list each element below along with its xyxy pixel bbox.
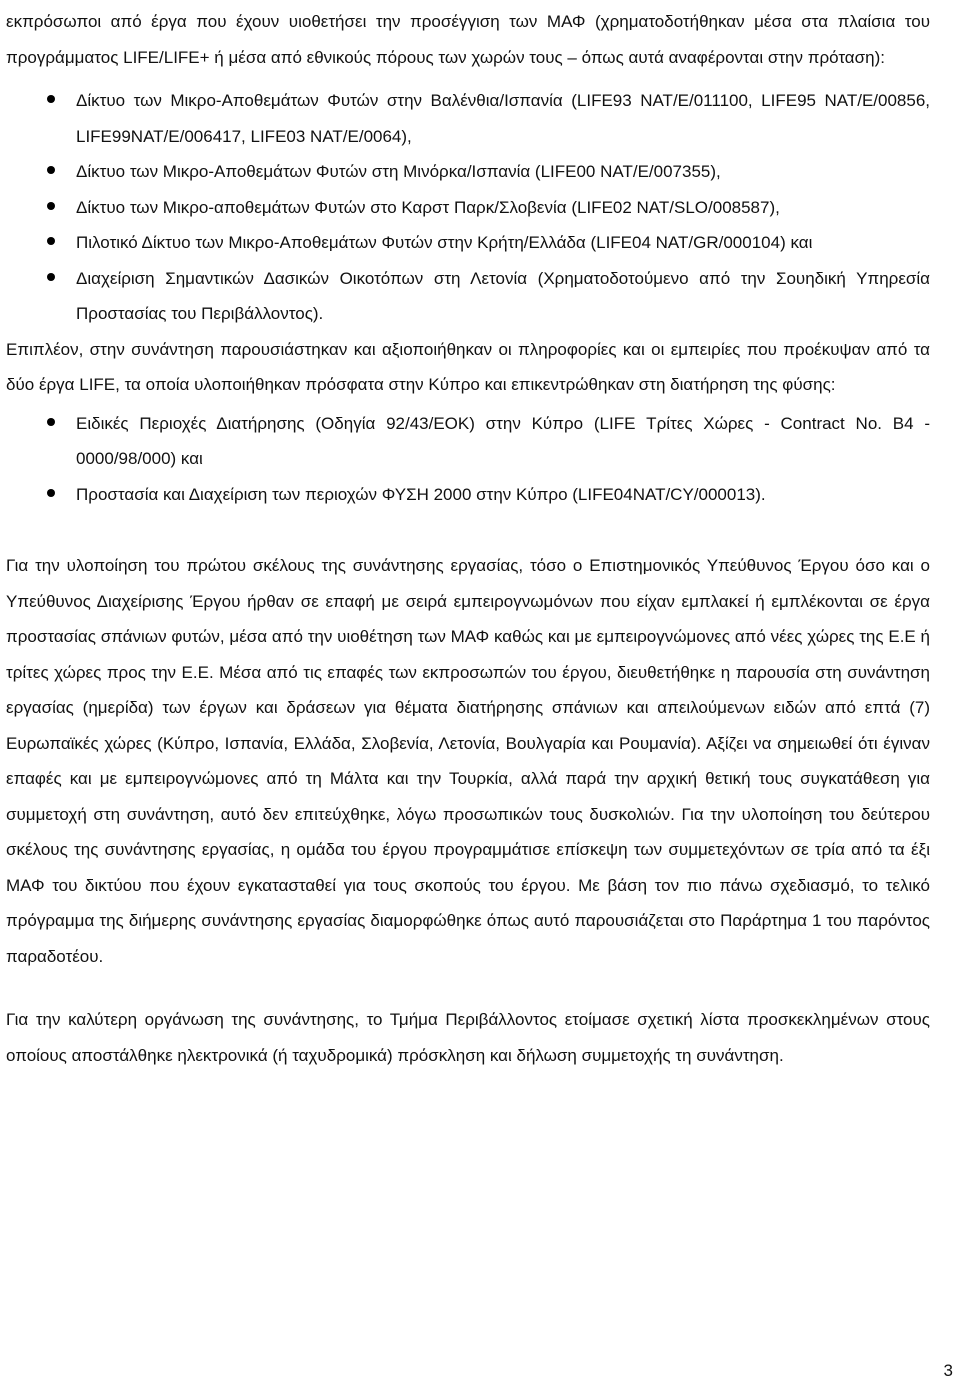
cyprus-projects-list (6, 406, 930, 513)
list-item-text: Ειδικές Περιοχές Διατήρησης (Οδηγία 92/43/ΕΟΚ) στην Κύπρο (LIFE Τρίτες Χώρες - Contract No. B4 - 0000/98/000) και (76, 413, 930, 468)
list-item-text: Δίκτυο των Μικρο-Αποθεμάτων Φυτών στη Μινόρκα/Ισπανία (LIFE00 NAT/E/007355), (76, 162, 721, 181)
list-item (6, 154, 930, 190)
list-item (6, 225, 930, 261)
list-item-text: Πιλοτικό Δίκτυο των Μικρο-Αποθεμάτων Φυτών στην Κρήτη/Ελλάδα (LIFE04 NAT/GR/000104) και (76, 233, 813, 252)
paragraph-4: Για την καλύτερη οργάνωση της συνάντησης, το Τμήμα Περιβάλλοντος ετοίμασε σχετική λίστα προσκεκλημένων στους οποίους αποστάλθηκε ηλεκτρονικά (ή ταχυδρομικά) πρόσκληση και δήλωση συμμετοχής τη συνάντηση. (6, 1010, 930, 1065)
bullet-icon (47, 273, 55, 281)
bullet-icon (47, 489, 55, 497)
list-item (6, 83, 930, 154)
list-item-text: Προστασία και Διαχείριση των περιοχών ΦΥΣΗ 2000 στην Κύπρο (LIFE04NAT/CY/000013). (76, 484, 766, 504)
bullet-icon (47, 237, 55, 245)
list-item (6, 190, 930, 226)
paragraph-3: Για την υλοποίηση του πρώτου σκέλους της συνάντησης εργασίας, τόσο ο Επιστημονικός Υπεύθυνος Έργου όσο και ο Υπεύθυνος Διαχείρισης Έργου ήρθαν σε επαφή με σειρά εμπειρογνωμόνων που είχαν εμπλακεί ή εμπλέκονται σε έργα προστασίας σπάνιων φυτών, μέσα από την υιοθέτηση των ΜΑΦ καθώς και με εμπειρογνώμονες από νέες χώρες της Ε.Ε ή τρίτες χώρες προς την Ε.Ε. Μέσα από τις επαφές των εκπροσωπών του έργου, διευθετήθηκε η παρουσία στη συνάντηση εργασίας (ημερίδα) των έργων και δράσεων για θέματα διατήρησης σπάνιων και απειλούμενων ειδών από επτά (7) Ευρωπαϊκές χώρες (Κύπρο, Ισπανία, Ελλάδα, Σλοβενία, Λετονία, Βουλγαρία και Ρουμανία). Αξίζει να σημειωθεί ότι έγιναν επαφές και με εμπειρογνώμονες από τη Μάλτα και την Τουρκία, αλλά παρά την αρχική θετική τους συγκατάθεση για συμμετοχή στη συνάντηση, αυτό δεν επιτεύχθηκε, λόγω προσωπικών τους δυσκολιών. Για την υλοποίηση του δεύτερου σκέλους της συνάντησης εργασίας, η ομάδα του έργου προγραμμάτισε επίσκεψη των συμμετεχόντων σε τρία από τα έξι ΜΑΦ του δικτύου που έχουν εγκατασταθεί για τους σκοπούς του έργου. Με βάση τον πιο πάνω σχεδιασμό, το τελικό πρόγραμμα της διήμερης συνάντησης εργασίας διαμορφώθηκε όπως αυτό παρουσιάζεται στο Παράρτημα 1 του παρόντος παραδοτέου. (6, 556, 930, 966)
list-item-text: Δίκτυο των Μικρο-Αποθεμάτων Φυτών στην Βαλένθια/Ισπανία (LIFE93 NAT/E/011100, LIFE95 NAT/E/00856, LIFE99NAT/E/006417, LIFE03 NAT/E/0064), (76, 91, 930, 146)
paragraph-2: Επιπλέον, στην συνάντηση παρουσιάστηκαν και αξιοποιήθηκαν οι πληροφορίες και οι εμπειρίες που προέκυψαν από τα δύο έργα LIFE, τα οποία υλοποιήθηκαν πρόσφατα στην Κύπρο και επικεντρώθηκαν στη διατήρηση της φύσης: (6, 339, 930, 394)
list-item-text: Διαχείριση Σημαντικών Δασικών Οικοτόπων στη Λετονία (Χρηματοδοτούμενο από την Σουηδική Υπηρεσία Προστασίας του Περιβάλλοντος). (76, 268, 930, 323)
bullet-icon (47, 166, 55, 174)
list-item (6, 406, 930, 477)
page-number: 3 (943, 1361, 953, 1380)
intro-paragraph: εκπρόσωποι από έργα που έχουν υιοθετήσει την προσέγγιση των ΜΑΦ (χρηματοδοτήθηκαν μέσα στα πλαίσια του προγράμματος LIFE/LIFE+ ή μέσα από εθνικούς πόρους των χωρών τους – όπως αυτά αναφέρονται στην πρόταση): (6, 12, 930, 67)
bullet-icon (47, 95, 55, 103)
bullet-icon (47, 418, 55, 426)
projects-list (6, 83, 930, 332)
list-item-text: Δίκτυο των Μικρο-αποθεμάτων Φυτών στο Καρστ Παρκ/Σλοβενία (LIFE02 NAT/SLO/008587), (76, 197, 780, 217)
list-item (6, 477, 930, 513)
bullet-icon (47, 202, 55, 210)
list-item (6, 261, 930, 332)
